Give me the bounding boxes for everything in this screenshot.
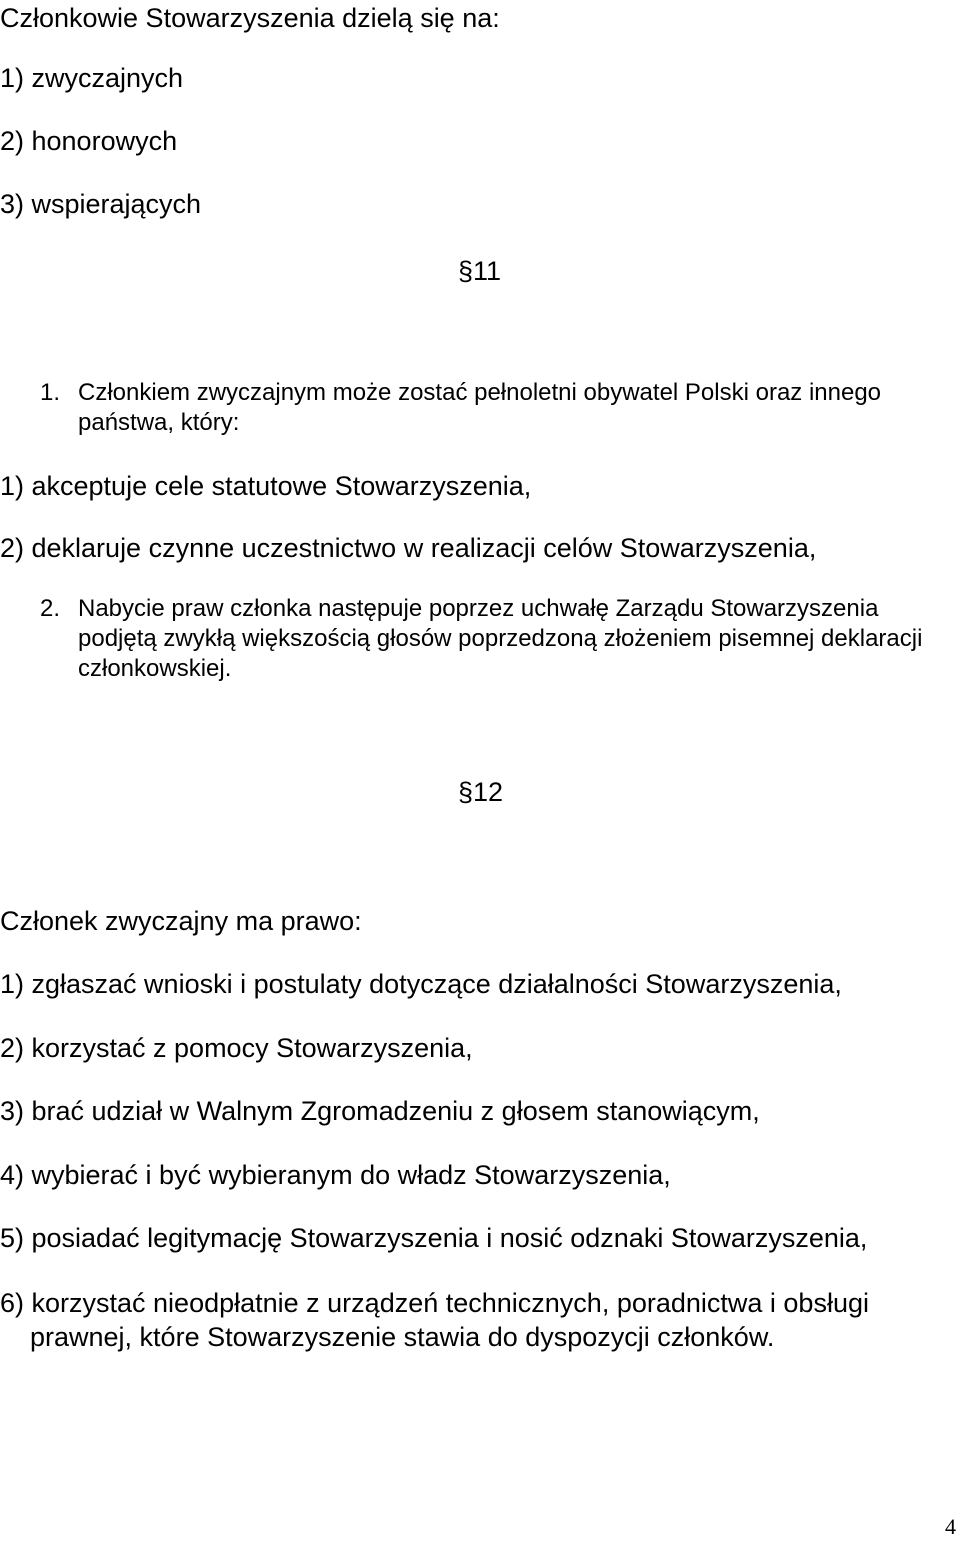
- right-item: 5) posiadać legitymację Stowarzyszenia i nosić odznaki Stowarzyszenia,: [0, 1223, 868, 1253]
- rights-heading: Członek zwyczajny ma prawo:: [0, 906, 362, 936]
- right-item: 4) wybierać i być wybieranym do władz Stowarzyszenia,: [0, 1160, 671, 1190]
- right-item: 1) zgłaszać wnioski i postulaty dotyczące działalności Stowarzyszenia,: [0, 969, 842, 999]
- intro-heading: Członkowie Stowarzyszenia dzielą się na:: [0, 3, 500, 33]
- section-11-heading: [458, 255, 501, 287]
- paragraph-2: [0, 594, 960, 686]
- paragraph-2-number: 2.: [40, 595, 61, 622]
- section-11-number: 11: [473, 256, 502, 286]
- condition-item: 1) akceptuje cele statutowe Stowarzyszenia,: [0, 471, 532, 501]
- right-item: 2) korzystać z pomocy Stowarzyszenia,: [0, 1033, 473, 1063]
- section-sign-icon: §: [458, 256, 474, 286]
- paragraph-1-number: 1.: [40, 379, 61, 406]
- right-item-6-line-1: 6) korzystać nieodpłatnie z urządzeń technicznych, poradnictwa i obsługi: [0, 1288, 869, 1318]
- paragraph-1-text: Członkiem zwyczajnym może zostać pełnoletni obywatel Polski oraz innego państwa, który:: [78, 379, 882, 436]
- category-item: 2) honorowych: [0, 126, 178, 156]
- category-item: 1) zwyczajnych: [0, 63, 184, 93]
- category-item: 3) wspierających: [0, 189, 202, 219]
- section-sign-icon: §: [458, 777, 474, 807]
- paragraph-1: [0, 378, 960, 442]
- paragraph-2-text: Nabycie praw członka następuje poprzez uchwałę Zarządu Stowarzyszenia podjętą zwykłą większością głosów poprzedzoną złożeniem pisemnej deklaracji członkowskiej.: [78, 595, 923, 682]
- section-12-heading: [458, 776, 503, 808]
- right-item-6: [0, 1286, 960, 1354]
- section-12-number: 12: [473, 777, 504, 807]
- condition-item: 2) deklaruje czynne uczestnictwo w realizacji celów Stowarzyszenia,: [0, 533, 817, 563]
- right-item: 3) brać udział w Walnym Zgromadzeniu z głosem stanowiącym,: [0, 1096, 760, 1126]
- right-item-6-line-2: prawnej, które Stowarzyszenie stawia do dyspozycji członków.: [30, 1322, 775, 1352]
- page-number: 4: [945, 1514, 956, 1539]
